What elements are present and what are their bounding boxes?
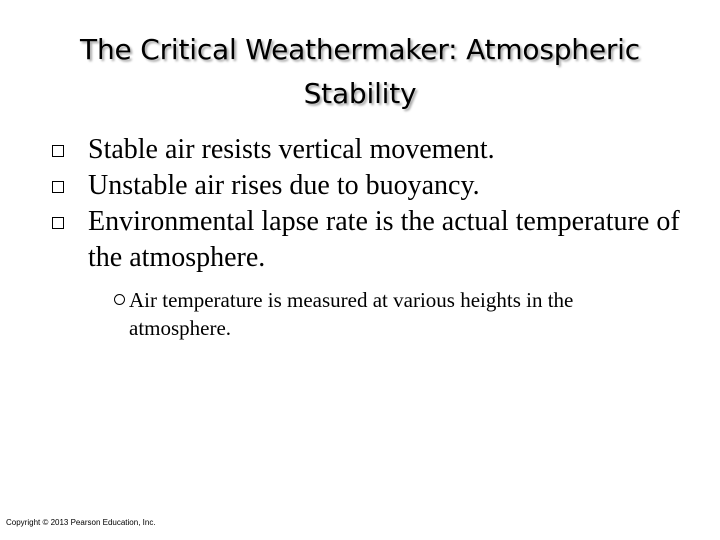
circle-bullet-icon [114,294,125,305]
bullet-item [52,132,692,168]
copyright-footer: Copyright © 2013 Pearson Education, Inc. [6,518,156,527]
sub-bullet-text: Air temperature is measured at various heights in the atmosphere. [129,288,574,340]
bullet-item [52,204,692,276]
bullet-list [52,132,692,276]
slide-title-line-2: Stability [303,77,417,110]
slide-title [20,28,700,116]
sub-bullet-item [112,286,672,342]
square-bullet-icon [52,217,64,229]
bullet-text: Unstable air rises due to buoyancy. [88,170,480,201]
slide-title-line-1: The Critical Weathermaker: Atmospheric [80,33,640,66]
sub-bullet-list [112,286,672,342]
bullet-text: Stable air resists vertical movement. [88,134,495,165]
bullet-item [52,168,692,204]
square-bullet-icon [52,181,64,193]
bullet-text: Environmental lapse rate is the actual temperature of the atmosphere. [88,206,680,273]
square-bullet-icon [52,145,64,157]
